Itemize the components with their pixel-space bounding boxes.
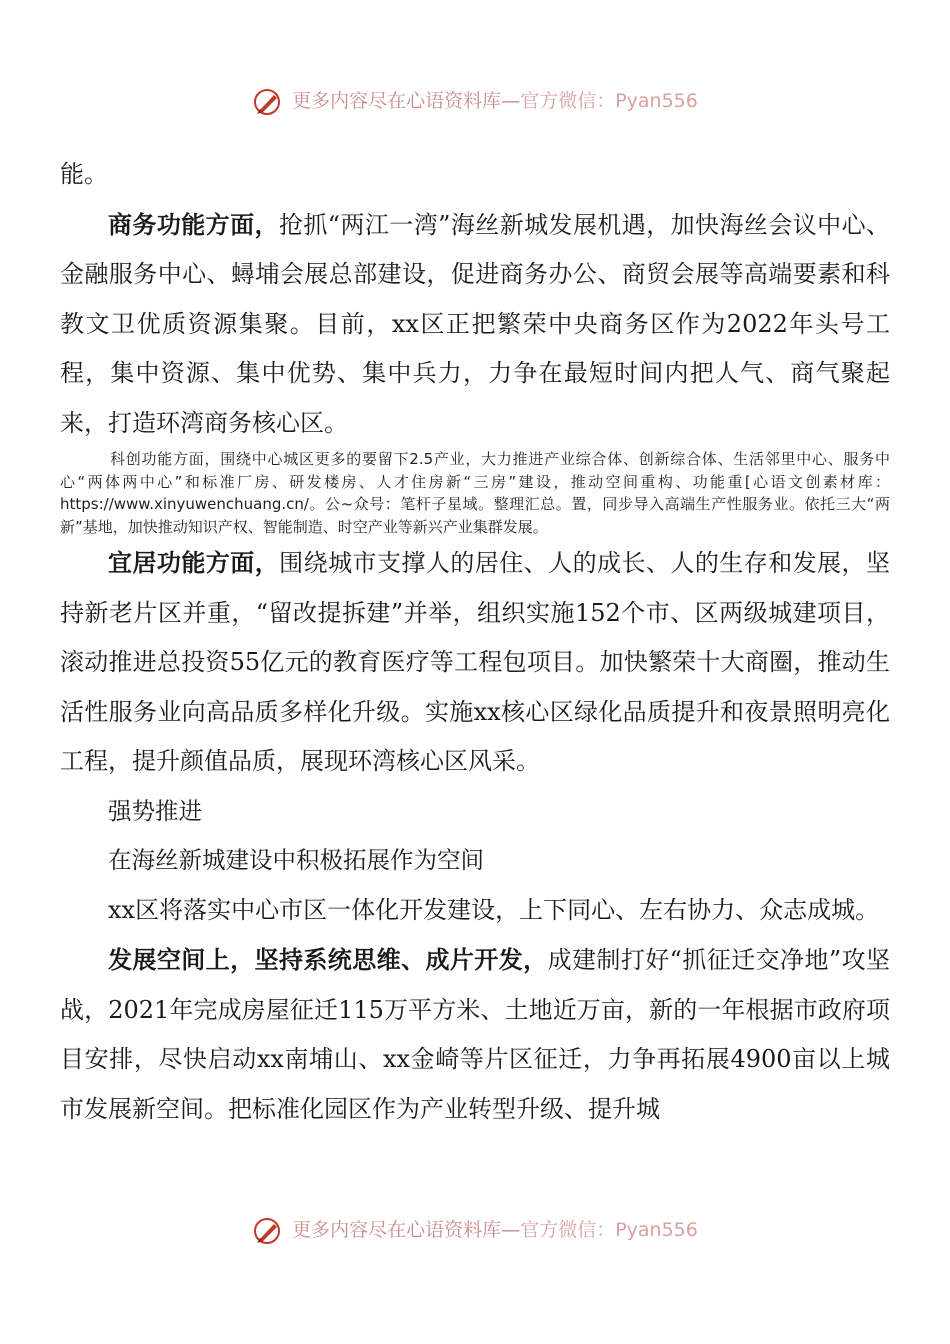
paragraph-text: 抢抓“两江一湾”海丝新城发展机遇，加快海丝会议中心、金融服务中心、蟳埔会展总部建设，促进商务办公、商贸会展等高端要素和科教文卫优质资源集聚。目前，xx区正把繁荣中央商务区作为2022年头号工程，集中资源、集中优势、集中兵力，力争在最短时间内把人气、商气聚起来，打造环湾商务核心区。 bbox=[60, 210, 891, 437]
banner-wechat-id: Pyan556 bbox=[615, 1219, 698, 1241]
banner-wechat-id: Pyan556 bbox=[615, 90, 698, 112]
banner-dash: — bbox=[501, 1219, 521, 1241]
paragraph-text: 成建制打好“抓征迁交净地”攻坚战，2021年完成房屋征迁115万平方米、土地近万亩，新的一年根据市政府项目安排，尽快启动xx南埔山、xx金崎等片区征迁，力争再拓展4900亩以上城市发展新空间。把标准化园区作为产业转型升级、提升城 bbox=[60, 946, 891, 1123]
paragraph-business bbox=[60, 200, 890, 449]
pen-logo-icon bbox=[252, 87, 282, 117]
paragraph-livability bbox=[60, 538, 890, 787]
banner-wechat-label: 官方微信： bbox=[520, 1219, 616, 1241]
footer-banner bbox=[0, 1215, 950, 1246]
section-heading: 强势推进 bbox=[108, 796, 202, 825]
paragraph-innovation: 科创功能方面，围绕中心城区更多的要留下2.5产业，大力推进产业综合体、创新综合体、生活邻里中心、服务中心“两体两中心”和标准厂房、研发楼房、人才住房新“三房”建设，推动空间重构、功能重[心语文创素材库：https://www.xinyuwenchuang.cn/。公~众号：笔杆子星域。整理汇总。置，同步导入高端生产性服务业。依托三大“两新”基地，加快推动知识产权、智能制造、时空产业等新兴产业集群发展。 bbox=[60, 450, 890, 536]
header-banner bbox=[0, 86, 950, 117]
paragraph-text: 围绕城市支撑人的居住、人的成长、人的生存和发展，坚持新老片区并重，“留改提拆建”并举，组织实施152个市、区两级城建项目，滚动推进总投资55亿元的教育医疗等工程包项目。加快繁荣十大商圈，推动生活性服务业向高品质多样化升级。实施xx核心区绿化品质提升和夜景照明亮化工程，提升颜值品质，展现环湾核心区风采。 bbox=[60, 549, 891, 775]
banner-site-text: 更多内容尽在心语资料库 bbox=[292, 90, 502, 112]
paragraph-lead: 发展空间上，坚持系统思维、成片开发， bbox=[108, 945, 548, 974]
banner-dash: — bbox=[501, 90, 521, 112]
paragraph-plan: xx区将落实中心市区一体化开发建设，上下同心、左右协力、众志成城。 bbox=[108, 895, 880, 924]
paragraph-development-space bbox=[60, 935, 890, 1134]
pen-logo-icon bbox=[252, 1216, 282, 1246]
paragraph-lead: 宜居功能方面， bbox=[108, 548, 280, 577]
banner-site-text: 更多内容尽在心语资料库 bbox=[292, 1219, 502, 1241]
section-subheading: 在海丝新城建设中积极拓展作为空间 bbox=[108, 846, 484, 874]
banner-wechat-label: 官方微信： bbox=[520, 90, 616, 112]
paragraph-lead: 商务功能方面， bbox=[108, 209, 279, 239]
paragraph-continuation: 能。 bbox=[60, 160, 108, 188]
document-body bbox=[60, 150, 890, 1134]
